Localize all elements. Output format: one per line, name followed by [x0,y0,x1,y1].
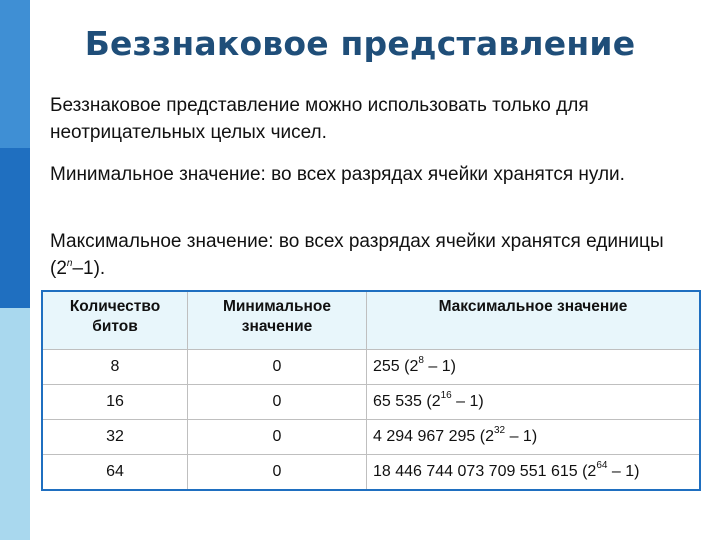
cell-bits: 32 [42,420,188,455]
table-header-row [42,291,700,350]
header-bits: Количество битов [42,291,188,350]
cell-max-exponent: 16 [440,390,452,401]
cell-max [367,420,701,455]
paragraph-min-value: Минимальное значение: во всех разрядах ячейки хранятся нули. [50,164,625,185]
cell-max-value: 65 535 (2 [373,393,441,410]
sidebar-bottom-band [0,308,30,540]
cell-max-tail: – 1) [451,393,484,410]
paragraph-max-exponent: n [66,258,73,269]
header-max: Максимальное значение [367,291,701,350]
cell-max-exponent: 8 [418,355,424,366]
cell-max [367,385,701,420]
cell-max-exponent: 64 [596,460,608,471]
table-row [42,350,700,385]
cell-min: 0 [188,385,367,420]
cell-max-exponent: 32 [494,425,506,436]
header-min: Минимальное значение [188,291,367,350]
cell-bits: 64 [42,455,188,491]
cell-bits: 16 [42,385,188,420]
paragraph-max-text: Максимальное значение: во всех разрядах ячейки хранятся единицы (2 [50,231,664,279]
cell-max-value: 4 294 967 295 (2 [373,428,494,445]
table-row [42,420,700,455]
cell-min: 0 [188,455,367,491]
cell-min: 0 [188,420,367,455]
cell-max-tail: – 1) [607,463,640,480]
sidebar-middle-band [0,148,30,308]
cell-bits: 8 [42,350,188,385]
cell-max-tail: – 1) [505,428,538,445]
paragraph-max-tail: –1). [72,258,106,279]
cell-max [367,350,701,385]
paragraph-usage: Беззнаковое представление можно использовать только для неотрицательных целых чисел. [50,95,589,143]
table-row [42,385,700,420]
cell-max [367,455,701,491]
cell-max-tail: – 1) [423,358,456,375]
unsigned-range-table [41,290,701,491]
cell-min: 0 [188,350,367,385]
slide-title: Беззнаковое представление [84,24,636,63]
paragraph-max-value [50,228,700,282]
sidebar-top-band [0,0,30,148]
cell-max-value: 18 446 744 073 709 551 615 (2 [373,463,597,480]
cell-max-value: 255 (2 [373,358,419,375]
table-row [42,455,700,491]
